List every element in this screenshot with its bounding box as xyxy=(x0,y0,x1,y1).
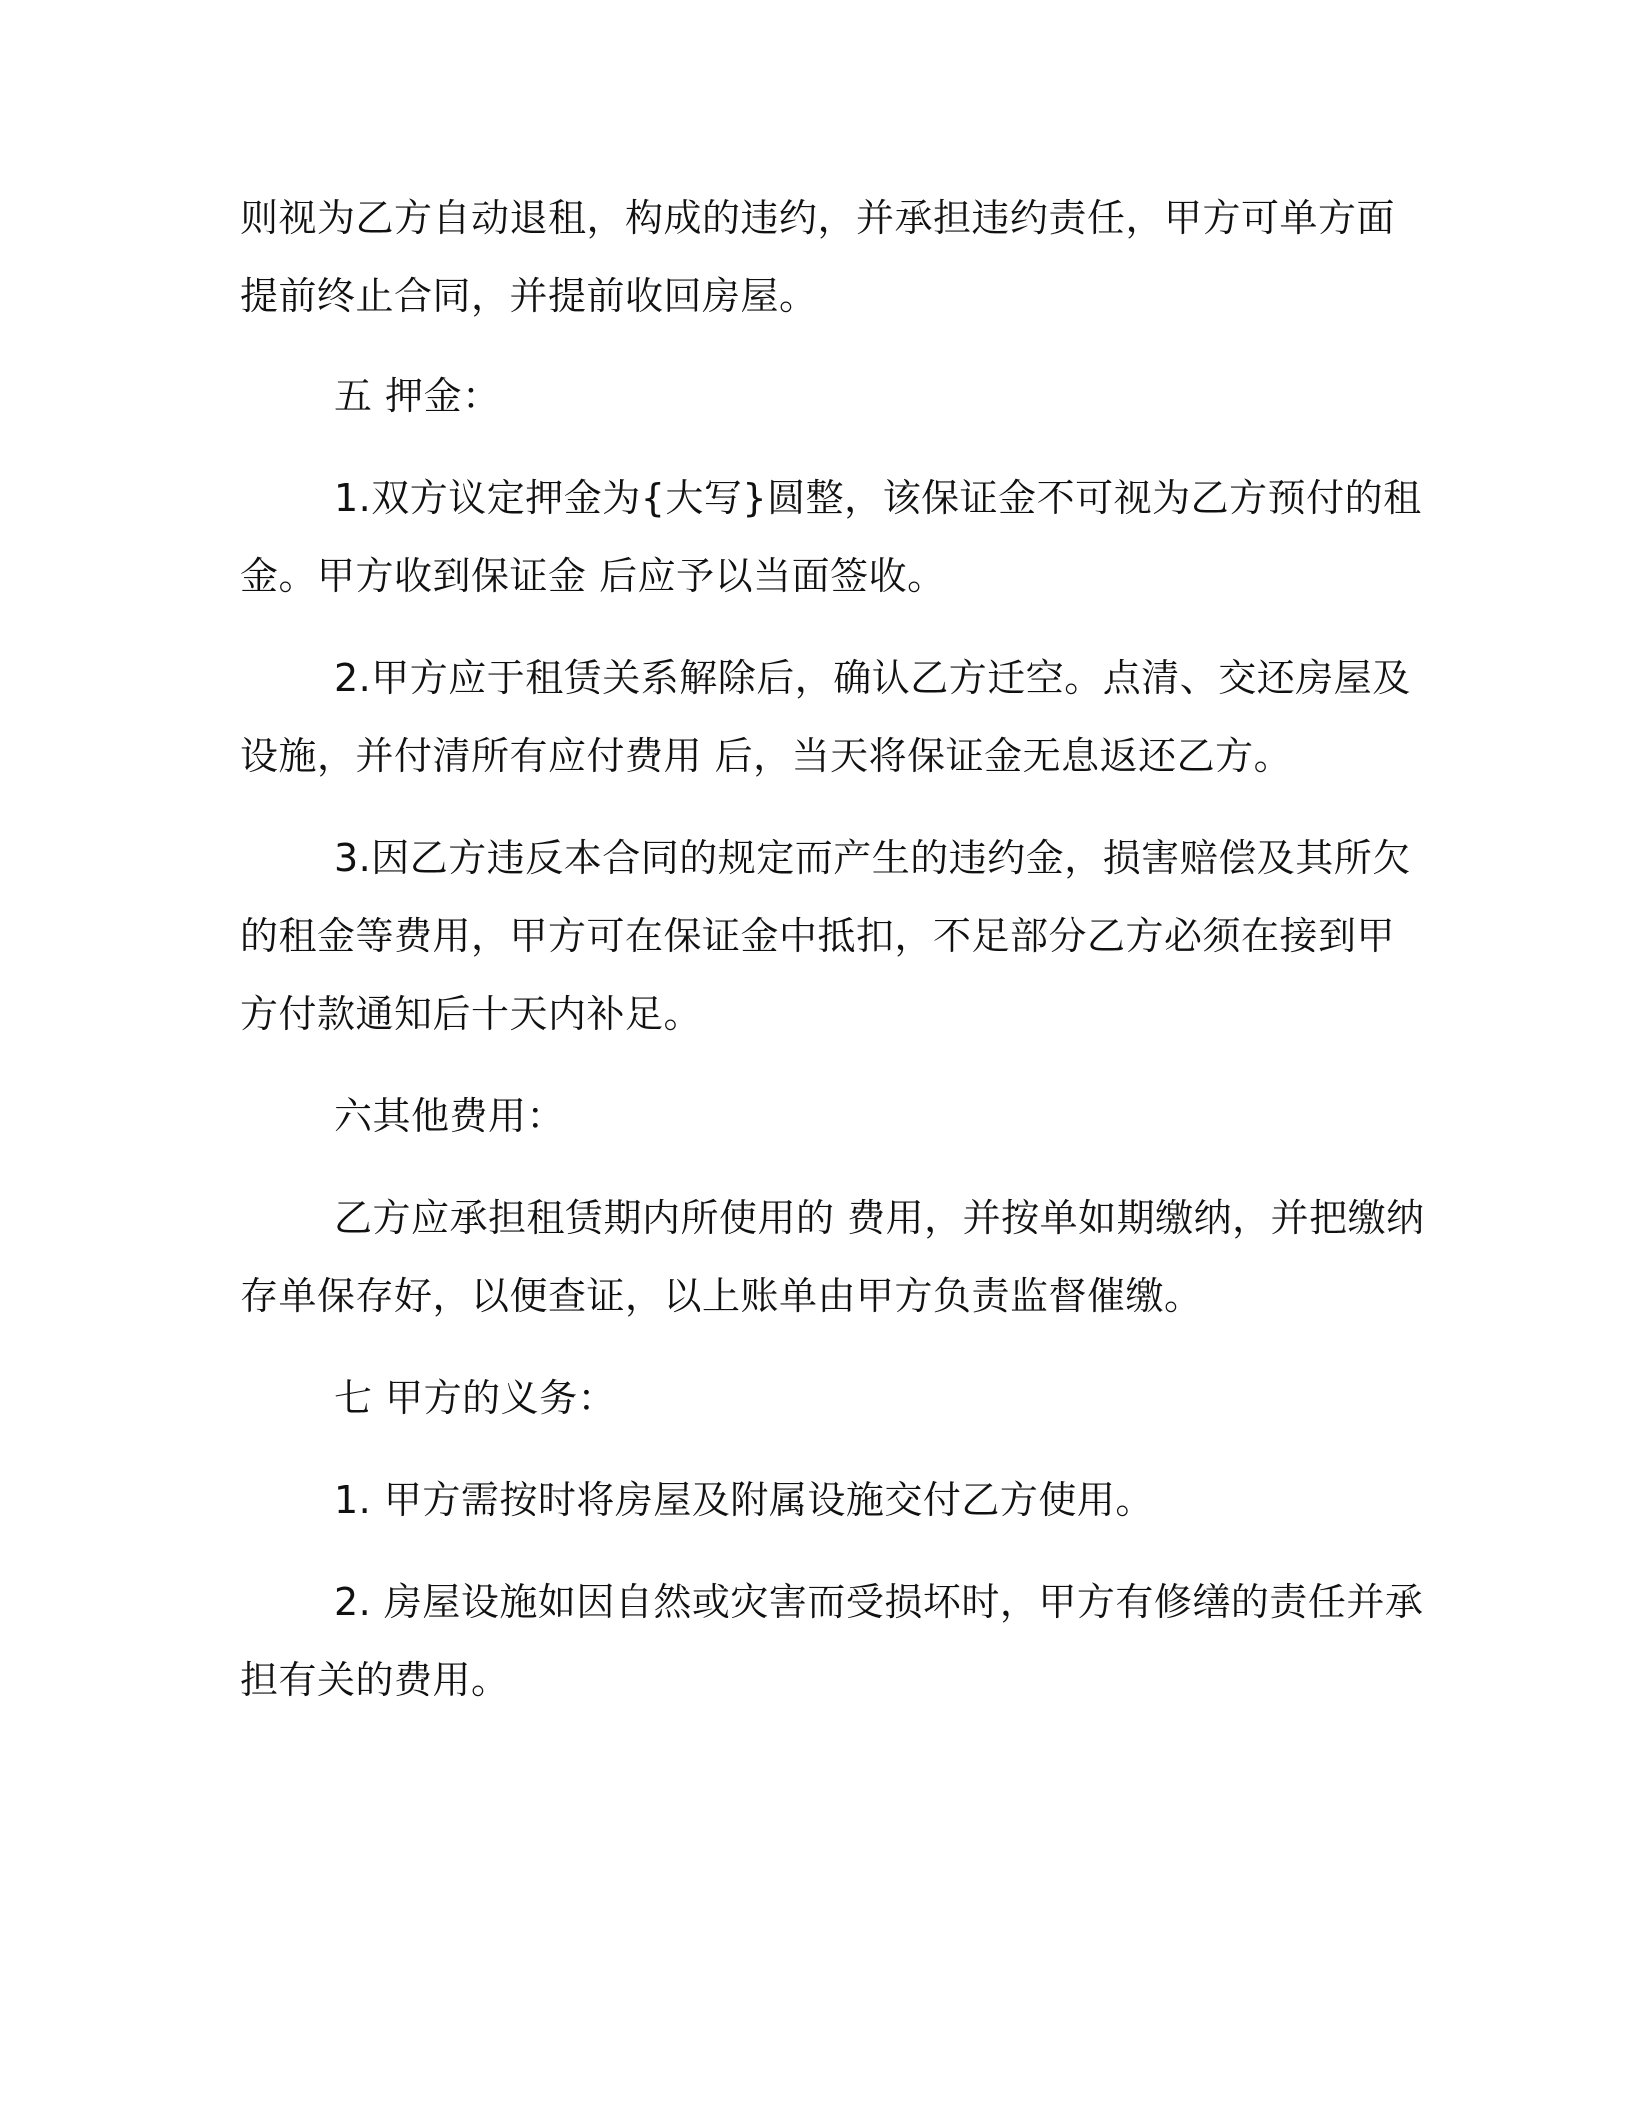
paragraph-line: 乙方应承担租赁期内所使用的 费用，并按单如期缴纳，并把缴纳 xyxy=(334,1196,1425,1240)
paragraph-line: 存单保存好，以便查证，以上账单由甲方负责监督催缴。 xyxy=(240,1274,1203,1318)
section-heading-other-fees: 六其他费用： xyxy=(334,1094,566,1138)
paragraph-line: 2.甲方应于租赁关系解除后，确认乙方迁空。点清、交还房屋及 xyxy=(334,656,1411,700)
paragraph-line: 1. 甲方需按时将房屋及附属设施交付乙方使用。 xyxy=(334,1478,1154,1522)
paragraph-line: 方付款通知后十天内补足。 xyxy=(240,992,703,1036)
paragraph-line: 金。甲方收到保证金 后应予以当面签收。 xyxy=(240,554,946,598)
paragraph-line: 则视为乙方自动退租，构成的违约，并承担违约责任，甲方可单方面 xyxy=(240,196,1396,240)
paragraph-line: 1.双方议定押金为{大写}圆整，该保证金不可视为乙方预付的租 xyxy=(334,476,1422,520)
paragraph-line: 的租金等费用，甲方可在保证金中抵扣，不足部分乙方必须在接到甲 xyxy=(240,914,1396,958)
paragraph-line: 担有关的费用。 xyxy=(240,1658,510,1702)
section-heading-party-a-obligations: 七 甲方的义务： xyxy=(334,1376,617,1420)
paragraph-line: 3.因乙方违反本合同的规定而产生的违约金，损害赔偿及其所欠 xyxy=(334,836,1411,880)
paragraph-line: 2. 房屋设施如因自然或灾害而受损坏时，甲方有修缮的责任并承 xyxy=(334,1580,1424,1624)
paragraph-line: 设施，并付清所有应付费用 后，当天将保证金无息返还乙方。 xyxy=(240,734,1293,778)
paragraph-line: 提前终止合同，并提前收回房屋。 xyxy=(240,274,818,318)
section-heading-deposit: 五 押金： xyxy=(334,374,501,418)
